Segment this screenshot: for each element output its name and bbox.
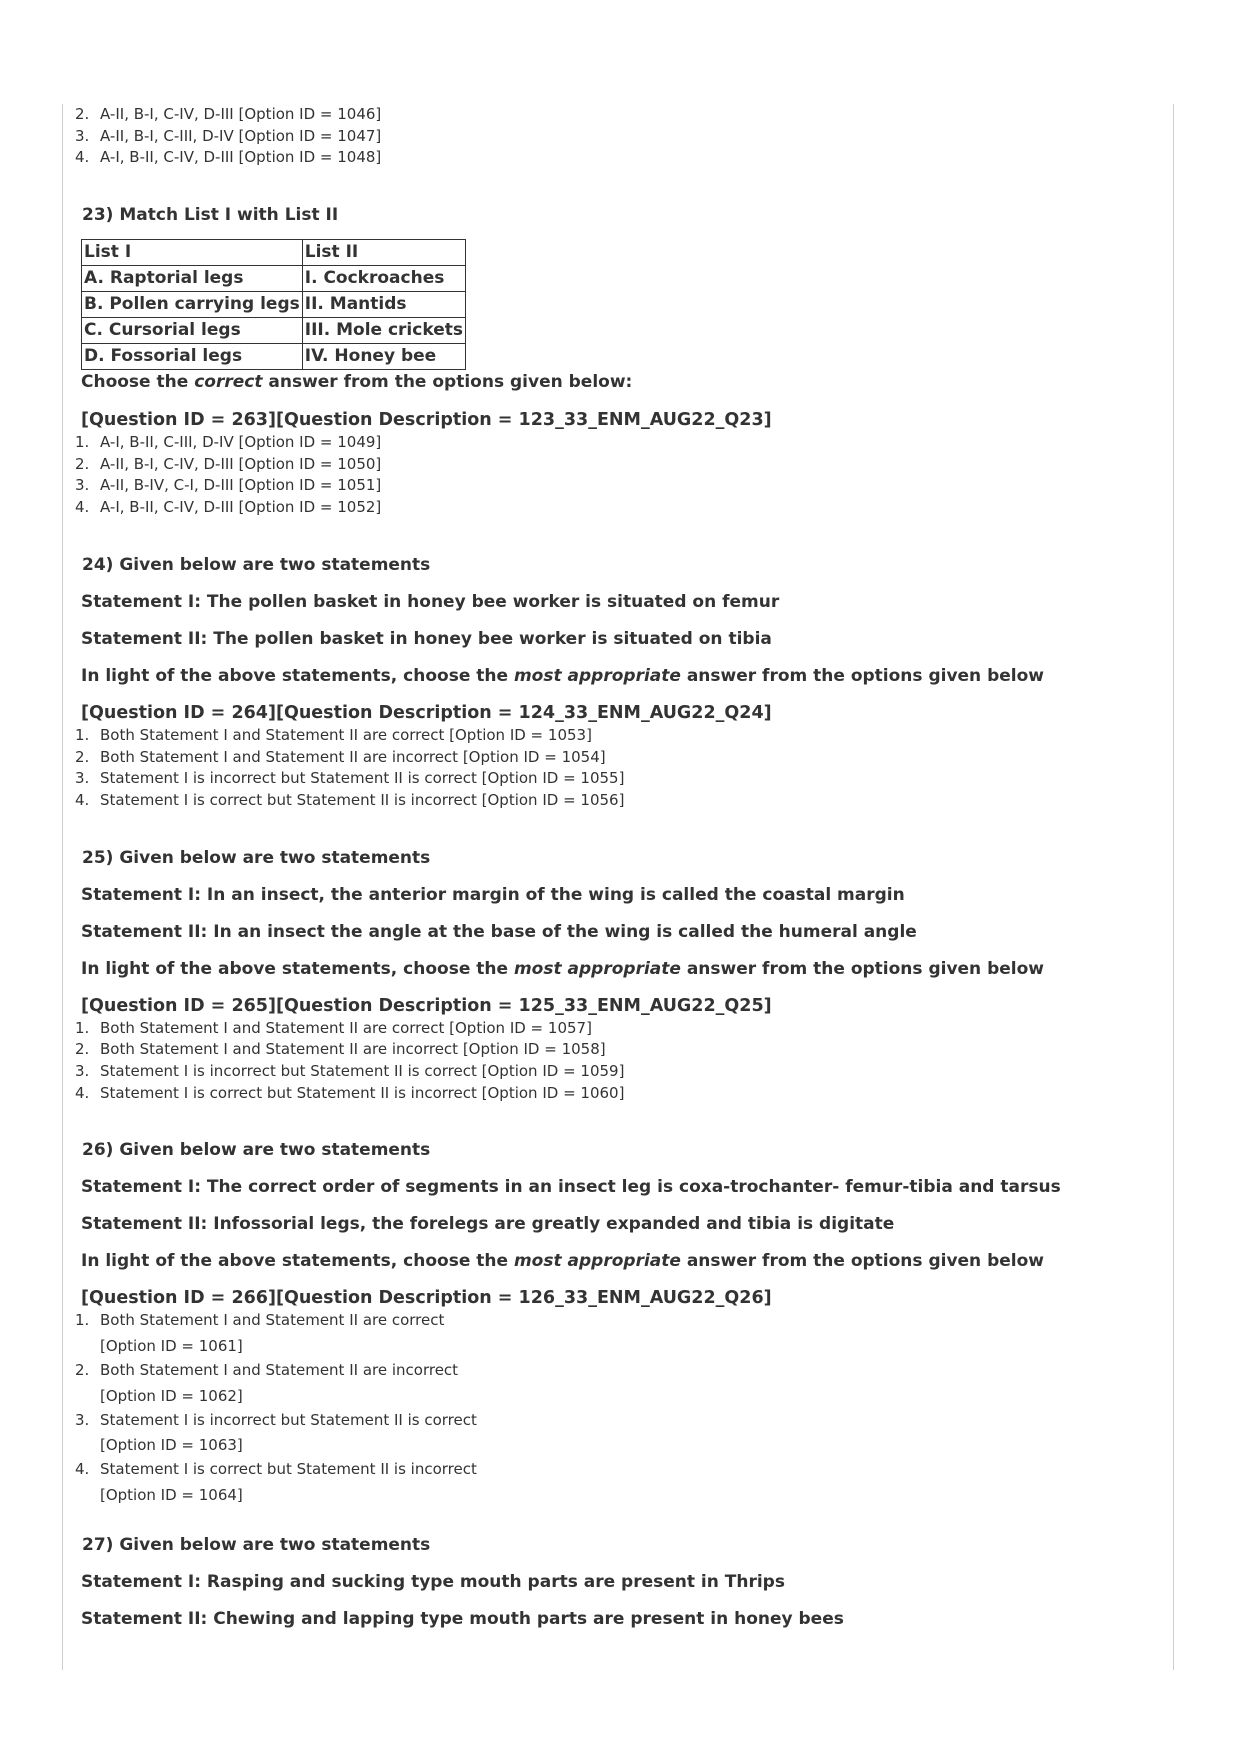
table-row [82,318,466,344]
table-cell: List I [82,240,303,266]
q22-options [75,104,1161,169]
table-cell: B. Pollen carrying legs [82,292,303,318]
table-cell: List II [302,240,465,266]
list-item: 3. Statement I is incorrect but Statement II is correct [Option ID = 1059] [75,1061,625,1080]
table-cell: III. Mole crickets [302,318,465,344]
list-item: 2. Both Statement I and Statement II are incorrect [Option ID = 1054] [75,747,606,766]
document-content [75,104,1161,1631]
question-id: [Question ID = 264][Question Description = 124_33_ENM_AUG22_Q24] [81,702,772,723]
statement-1: Statement I: The correct order of segments in an insect leg is coxa-trochanter- femur-tibia and tarsus [81,1177,1061,1198]
statement-2: Statement II: The pollen basket in honey bee worker is situated on tibia [81,628,772,649]
table-cell: D. Fossorial legs [82,344,303,370]
question-heading: 27) Given below are two statements [82,1535,431,1556]
q25-options [75,1018,1161,1105]
option-id: [Option ID = 1064] [100,1486,243,1505]
list-item: 1. Both Statement I and Statement II are correct [75,1311,445,1330]
list-item: 4. A-I, B-II, C-IV, D-III [Option ID = 1048] [75,148,382,167]
list-item: 1. Both Statement I and Statement II are correct [Option ID = 1053] [75,725,592,744]
option-id: [Option ID = 1062] [100,1386,243,1405]
table-row [82,266,466,292]
list-item: 3. A-II, B-IV, C-I, D-III [Option ID = 1051] [75,476,382,495]
table-row [82,292,466,318]
question-heading: 25) Given below are two statements [82,847,431,868]
table-cell: C. Cursorial legs [82,318,303,344]
question-id: [Question ID = 263][Question Description = 123_33_ENM_AUG22_Q23] [81,410,772,431]
list-item: 3. Statement I is incorrect but Statement II is correct [75,1410,477,1429]
q23-options [75,432,1161,519]
statement-2: Statement II: Infossorial legs, the forelegs are greatly expanded and tibia is digitate [81,1214,895,1235]
q26-options [75,1310,1161,1509]
statement-2: Statement II: In an insect the angle at the base of the wing is called the humeral angle [81,921,917,942]
q24-options [75,725,1161,812]
list-item: 2. Both Statement I and Statement II are incorrect [Option ID = 1058] [75,1040,606,1059]
option-id: [Option ID = 1061] [100,1337,243,1355]
question-heading: 23) Match List I with List II [82,205,339,226]
list-item: 1. Both Statement I and Statement II are correct [Option ID = 1057] [75,1018,592,1037]
list-item: 1. A-I, B-II, C-III, D-IV [Option ID = 1049] [75,433,382,452]
instruction: Choose the correct answer from the options given below: [81,372,633,393]
instruction: In light of the above statements, choose the most appropriate answer from the options given below [81,958,1044,979]
question-id: [Question ID = 265][Question Description = 125_33_ENM_AUG22_Q25] [81,995,772,1016]
table-row [82,344,466,370]
statement-1: Statement I: In an insect, the anterior margin of the wing is called the coastal margin [81,884,905,905]
list-item: 4. Statement I is correct but Statement II is incorrect [Option ID = 1056] [75,790,625,809]
statement-2: Statement II: Chewing and lapping type mouth parts are present in honey bees [81,1609,844,1630]
table-cell: II. Mantids [302,292,465,318]
match-table [81,239,466,370]
statement-1: Statement I: Rasping and sucking type mouth parts are present in Thrips [81,1572,785,1593]
table-cell: A. Raptorial legs [82,266,303,292]
list-item: 4. Statement I is correct but Statement II is incorrect [Option ID = 1060] [75,1083,625,1102]
list-item: 2. A-II, B-I, C-IV, D-III [Option ID = 1046] [75,105,382,123]
question-heading: 24) Given below are two statements [82,554,431,575]
list-item: 2. A-II, B-I, C-IV, D-III [Option ID = 1050] [75,454,382,473]
instruction: In light of the above statements, choose the most appropriate answer from the options given below [81,665,1044,686]
list-item: 3. Statement I is incorrect but Statement II is correct [Option ID = 1055] [75,769,625,788]
list-item: 2. Both Statement I and Statement II are incorrect [75,1361,459,1379]
table-row [82,240,466,266]
question-heading: 26) Given below are two statements [82,1140,431,1161]
list-item: 4. A-I, B-II, C-IV, D-III [Option ID = 1052] [75,498,382,517]
list-item: 3. A-II, B-I, C-III, D-IV [Option ID = 1047] [75,126,382,145]
table-cell: I. Cockroaches [302,266,465,292]
question-id: [Question ID = 266][Question Description = 126_33_ENM_AUG22_Q26] [81,1288,772,1309]
instruction: In light of the above statements, choose the most appropriate answer from the options given below [81,1251,1044,1272]
list-item: 4. Statement I is correct but Statement II is incorrect [75,1460,477,1479]
option-id: [Option ID = 1063] [100,1436,243,1455]
table-cell: IV. Honey bee [302,344,465,370]
statement-1: Statement I: The pollen basket in honey bee worker is situated on femur [81,591,780,612]
